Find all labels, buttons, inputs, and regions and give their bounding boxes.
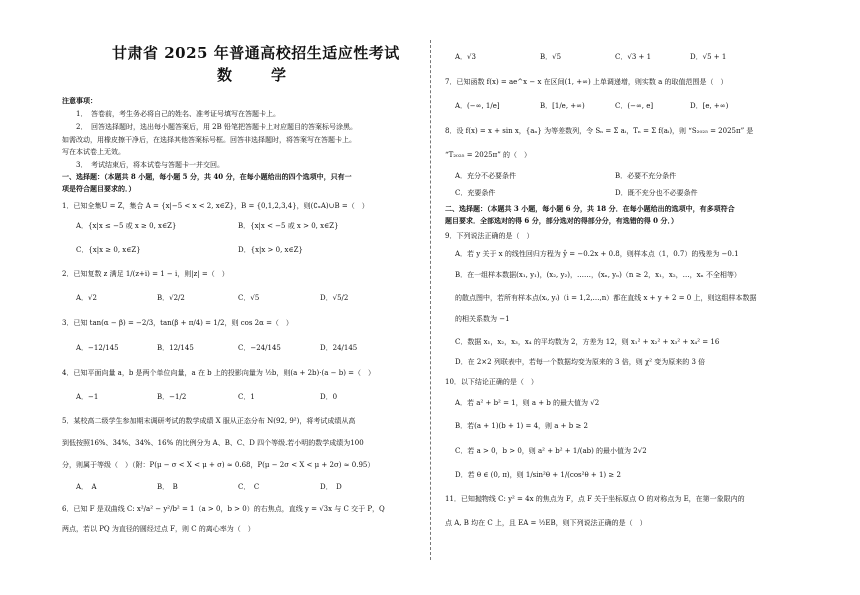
- option-c: C．{x|x ≥ 0, x∈Z}: [76, 246, 141, 254]
- option-d: D．{x|x > 0, x∈Z}: [238, 246, 303, 254]
- question-stem: 10．以下结论正确的是（ ）: [445, 378, 538, 386]
- option-c: C．数据 x₁，x₂，x₃，x₄ 的平均数为 2，方差为 12，则 x₁² + x₂² + x₃² + x₄² = 16: [455, 338, 720, 346]
- option-b: B．若(a + 1)(b + 1) = 4，则 a + b ≥ 2: [455, 422, 588, 430]
- question-stem: 到低按照16%、34%、34%、16% 的比例分为 A、B、C、D 四个等级.若小明的数学成绩为100: [62, 439, 364, 447]
- option-a: A．−12/145: [76, 344, 119, 352]
- exam-title: 甘肃省 2025 年普通高校招生适应性考试: [112, 44, 400, 62]
- option-a: A．{x|x ≤ −5 或 x ≥ 0, x∈Z}: [76, 222, 177, 230]
- notice-item: 1． 答卷前，考生务必将自己的姓名、准考证号填写在答题卡上。: [76, 110, 280, 118]
- option-a: A．充分不必要条件: [455, 172, 517, 180]
- option-c: C．若 a > 0，b > 0，则 a² + b² + 1/(ab) 的最小值为 2√2: [455, 447, 647, 455]
- option-b: B． B: [157, 483, 178, 491]
- question-stem: 分，则属于等级（ ）（附：P(μ − σ < X < μ + σ) ≈ 0.68，P(μ − 2σ < X < μ + 2σ) ≈ 0.95）: [62, 461, 375, 469]
- notice-item: 2． 回答选择题时，选出每小题答案后，用 2B 铅笔把答题卡上对应题目的答案标号涂黑。: [76, 123, 358, 131]
- option-d: D．[e, +∞): [690, 102, 729, 110]
- option-c: C．充要条件: [455, 189, 496, 197]
- option-b: B．√2/2: [157, 294, 185, 302]
- option-b: B．[1/e, +∞): [540, 102, 585, 110]
- option-c: C．√3 + 1: [615, 53, 652, 61]
- section-heading: 项是符合题目要求的．）: [62, 184, 136, 193]
- option-d: D． D: [320, 483, 342, 491]
- option-c: C． C: [238, 483, 260, 491]
- option-b-continued: 的散点图中，若所有样本点(xᵢ, yᵢ)（i = 1,2,…,n）都在直线 x + y + 2 = 0 上，则这组样本数据: [455, 294, 757, 302]
- option-d: D．既不充分也不必要条件: [615, 189, 698, 197]
- option-a: A．(−∞, 1/e]: [455, 102, 500, 110]
- option-c: C．1: [238, 393, 255, 401]
- option-b: B．−1/2: [157, 393, 187, 401]
- option-d: D．在 2×2 列联表中，若每一个数据均变为原来的 3 倍，则 χ² 变为原来的 3 倍: [455, 358, 706, 366]
- question-stem: 点 A, B 均在 C 上，且 EA = ½EB，则下列说法正确的是（ ）: [445, 519, 647, 527]
- question-stem: 9．下列说法正确的是（ ）: [445, 232, 534, 240]
- option-b: B．12/145: [157, 344, 194, 352]
- option-d: D．若 θ ∈ (0, π)，则 1/sin²θ + 1/(cos²θ + 1) ≥ 2: [455, 471, 621, 479]
- option-a: A．−1: [76, 393, 99, 401]
- question-stem: 两点，若以 PQ 为直径的圆经过点 F，则 C 的离心率为（ ）: [62, 525, 255, 533]
- question-stem: 8．设 f(x) = x + sin x，{aₙ} 为等差数列，令 Sₙ = Σ aᵢ，Tₙ = Σ f(aᵢ)，则 “S₂₀₂₅ = 2025π” 是: [445, 127, 754, 135]
- question-stem: 4．已知平面向量 a，b 是两个单位向量，a 在 b 上的投影向量为 ½b，则(a + 2b)·(a − b) =（ ）: [62, 369, 376, 377]
- notice-item: 3． 考试结束后，将本试卷与答题卡一并交回。: [76, 161, 224, 169]
- option-b: B．在一组样本数据(x₁, y₁)，(x₂, y₂)，……，(xₙ, yₙ)（n ≥ 2，x₁，x₂，…，xₙ 不全相等）: [455, 271, 741, 279]
- option-a: A．若 y 关于 x 的线性回归方程为 ŷ = −0.2x + 0.8，则样本点（1，0.7）的残差为 −0.1: [455, 250, 739, 258]
- question-stem: 1．已知全集U = Z，集合 A = {x|−5 < x < 2, x∈Z}，B = {0,1,2,3,4}，则(∁ₓA)∪B =（ ）: [62, 202, 369, 210]
- option-b-continued: 的相关系数为 −1: [455, 315, 510, 323]
- option-a: A．若 a² + b² = 1，则 a + b 的最大值为 √2: [455, 399, 600, 407]
- option-d: D．√5 + 1: [690, 53, 727, 61]
- section-heading: 一、选择题：（本题共 8 小题，每小题 5 分，共 40 分，在每小题给出的四个选项中，只有一: [62, 172, 352, 181]
- option-d: D．0: [320, 393, 338, 401]
- question-stem: 7．已知函数 f(x) = ae^x − x 在区间(1, +∞) 上单调递增，则实数 a 的取值范围是（ ）: [445, 78, 728, 86]
- option-c: C．√5: [238, 294, 260, 302]
- option-d: D．24/145: [320, 344, 358, 352]
- notice-heading: 注意事项：: [62, 96, 97, 105]
- option-b: B．√5: [540, 53, 562, 61]
- notice-item: 如需改动，用橡皮擦干净后，在选择其他答案标号框。回答非选择题时，将答案写在答题卡上。: [62, 136, 356, 144]
- option-b: B．{x|x < −5 或 x > 0, x∈Z}: [238, 222, 339, 230]
- question-stem: 3．已知 tan(α − β) = −2/3，tan(β + π/4) = 1/2，则 cos 2α =（ ）: [62, 319, 293, 327]
- option-a: A．√2: [76, 294, 97, 302]
- option-c: C．−24/145: [238, 344, 281, 352]
- question-stem: 11．已知抛物线 C: y² = 4x 的焦点为 F，点 F 关于坐标原点 O 的对称点为 E，在第一象限内的: [445, 495, 745, 503]
- option-c: C．(−∞, e]: [615, 102, 654, 110]
- option-a: A． A: [76, 483, 97, 491]
- question-stem: 2．已知复数 z 满足 1/(z+i) = 1 − i，则|z| =（ ）: [62, 270, 229, 278]
- question-stem: “T₂₀₂₅ = 2025π” 的（ ）: [445, 151, 532, 159]
- option-b: B．必要不充分条件: [615, 172, 677, 180]
- column-divider: [430, 40, 431, 560]
- notice-item: 写在本试卷上无效。: [62, 148, 125, 156]
- question-stem: 6．已知 F 是双曲线 C: x²/a² − y²/b² = 1（a > 0，b > 0）的右焦点，直线 y = √3x 与 C 交于 P，Q: [62, 505, 385, 513]
- section-heading: 二、选择题：（本题共 3 小题，每小题 6 分，共 18 分．在每小题给出的选项中，有多项符合: [445, 204, 735, 213]
- question-stem: 5．某校高二级学生参加期末调研考试的数学成绩 X 服从正态分布 N(92, 9²)，将考试成绩从高: [62, 417, 356, 425]
- section-heading: 题目要求．全部选对的得 6 分，部分选对的得部分分，有选错的得 0 分．）: [445, 216, 678, 225]
- option-a: A．√3: [455, 53, 476, 61]
- exam-subject: 数 学: [217, 66, 299, 84]
- option-d: D．√5/2: [320, 294, 349, 302]
